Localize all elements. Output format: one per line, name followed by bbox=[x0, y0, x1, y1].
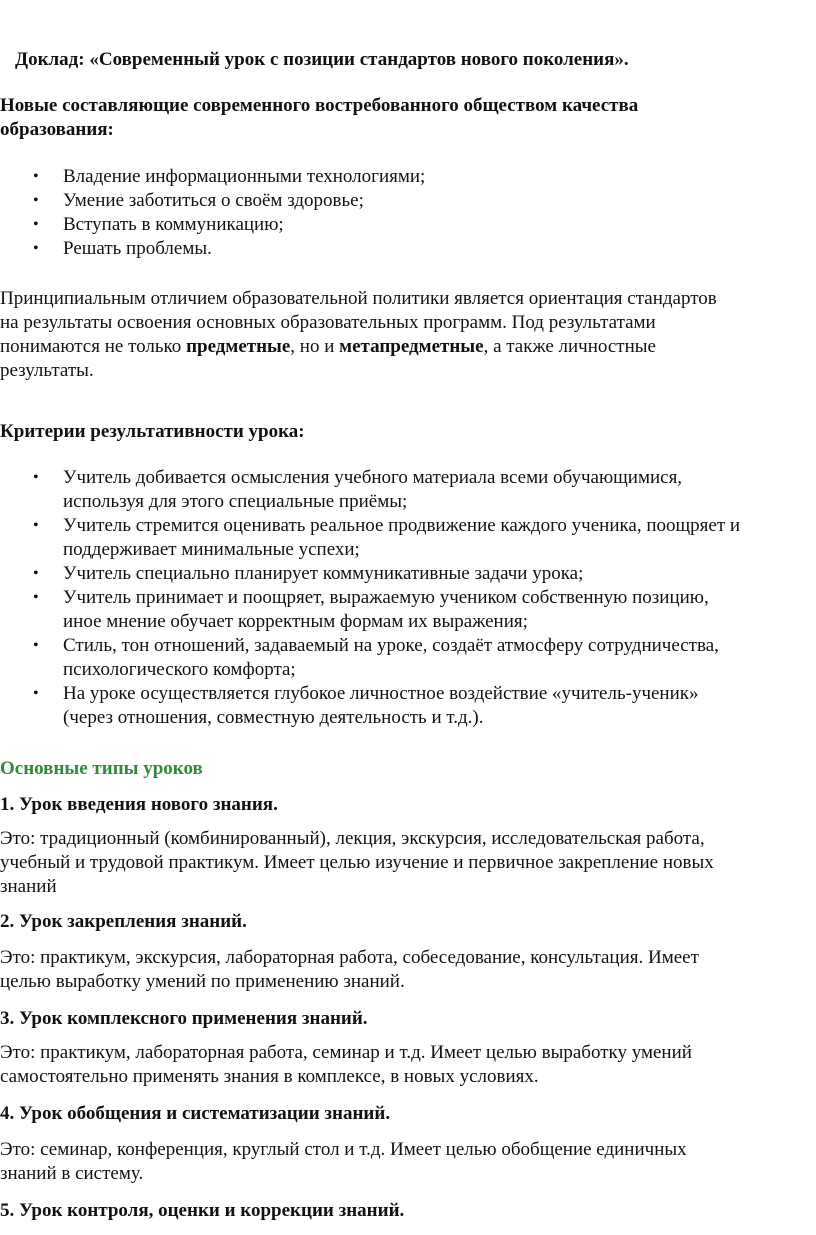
lesson-type-title: 4. Урок обобщения и систематизации знаний. bbox=[0, 1103, 391, 1124]
bullet-icon: • bbox=[33, 565, 39, 582]
section3-heading: Основные типы уроков bbox=[0, 758, 203, 779]
lesson-type-title: 3. Урок комплексного применения знаний. bbox=[0, 1008, 368, 1029]
section2-heading: Критерии результативности урока: bbox=[0, 421, 305, 442]
lesson-type-title: 2. Урок закрепления знаний. bbox=[0, 911, 247, 932]
bullet-icon: • bbox=[33, 685, 39, 702]
lesson-type-title: 1. Урок введения нового знания. bbox=[0, 794, 278, 815]
section1-heading-line1: Новые составляющие современного востребованного обществом качества bbox=[0, 95, 639, 116]
bullet-icon: • bbox=[33, 469, 39, 486]
bullet-icon: • bbox=[33, 216, 39, 233]
bullet-icon: • bbox=[33, 168, 39, 185]
document-title: Доклад: «Современный урок с позиции стандартов нового поколения». bbox=[15, 49, 629, 70]
lesson-type-title: 5. Урок контроля, оценки и коррекции знаний. bbox=[0, 1200, 405, 1221]
section1-heading-line2: образования: bbox=[0, 119, 114, 140]
bullet-icon: • bbox=[33, 240, 39, 257]
bullet-icon: • bbox=[33, 637, 39, 654]
bullet-icon: • bbox=[33, 589, 39, 606]
document-page: Доклад: «Современный урок с позиции стандартов нового поколения». Новые составляющие современного востребованного обществом качества образования: • Владение информационными технологиями; • Умение заботиться о своём здоровье; • Вступать в коммуникацию; • Решать проблемы. Принципиальным отличием образовательной политики является ориентация стандартов на результаты освоения основных образовательных программ. Под результатами понимаются не только предметные, но и метапредметные, а также личностные результаты. Критерии результативности урока: • Учитель добивается осмысления учебного материала всеми обучающимися, используя для этого специальные приёмы; • Учитель стремится оценивать реальное продвижение каждого ученика, поощряет и поддерживает минимальные успехи; • Учитель специально планирует коммуникативные задачи урока; • Учитель принимает и поощряет, выражаемую учеником собственную позицию, иное мнение обучает корректным формам их выражения; • Стиль, тон отношений, задаваемый на уроке, создаёт атмосферу сотрудничества, психологического комфорта; • На уроке осуществляется глубокое личностное воздействие «учитель-ученик» (через отношения, совместную деятельность и т.д.). Основные типы уроков 1. Урок введения нового знания. Это: традиционный (комбинированный), лекция, экскурсия, исследовательская работа, учебный и трудовой практикум. Имеет целью изучение и первичное закрепление новых знаний 2. Урок закрепления знаний. Это: практикум, экскурсия, лабораторная работа, собеседование, консультация. Имеет целью выработку умений по применению знаний. 3. Урок комплексного применения знаний. Это: практикум, лабораторная работа, семинар и т.д. Имеет целью выработку умений самостоятельно применять знания в комплексе, в новых условиях. 4. Урок обобщения и систематизации знаний. Это: семинар, конференция, круглый стол и т.д. Имеет целью обобщение единичных знаний в систему. 5. Урок контроля, оценки и коррекции знаний. bbox=[0, 49, 741, 1221]
bullet-icon: • bbox=[33, 192, 39, 209]
bullet-icon: • bbox=[33, 517, 39, 534]
